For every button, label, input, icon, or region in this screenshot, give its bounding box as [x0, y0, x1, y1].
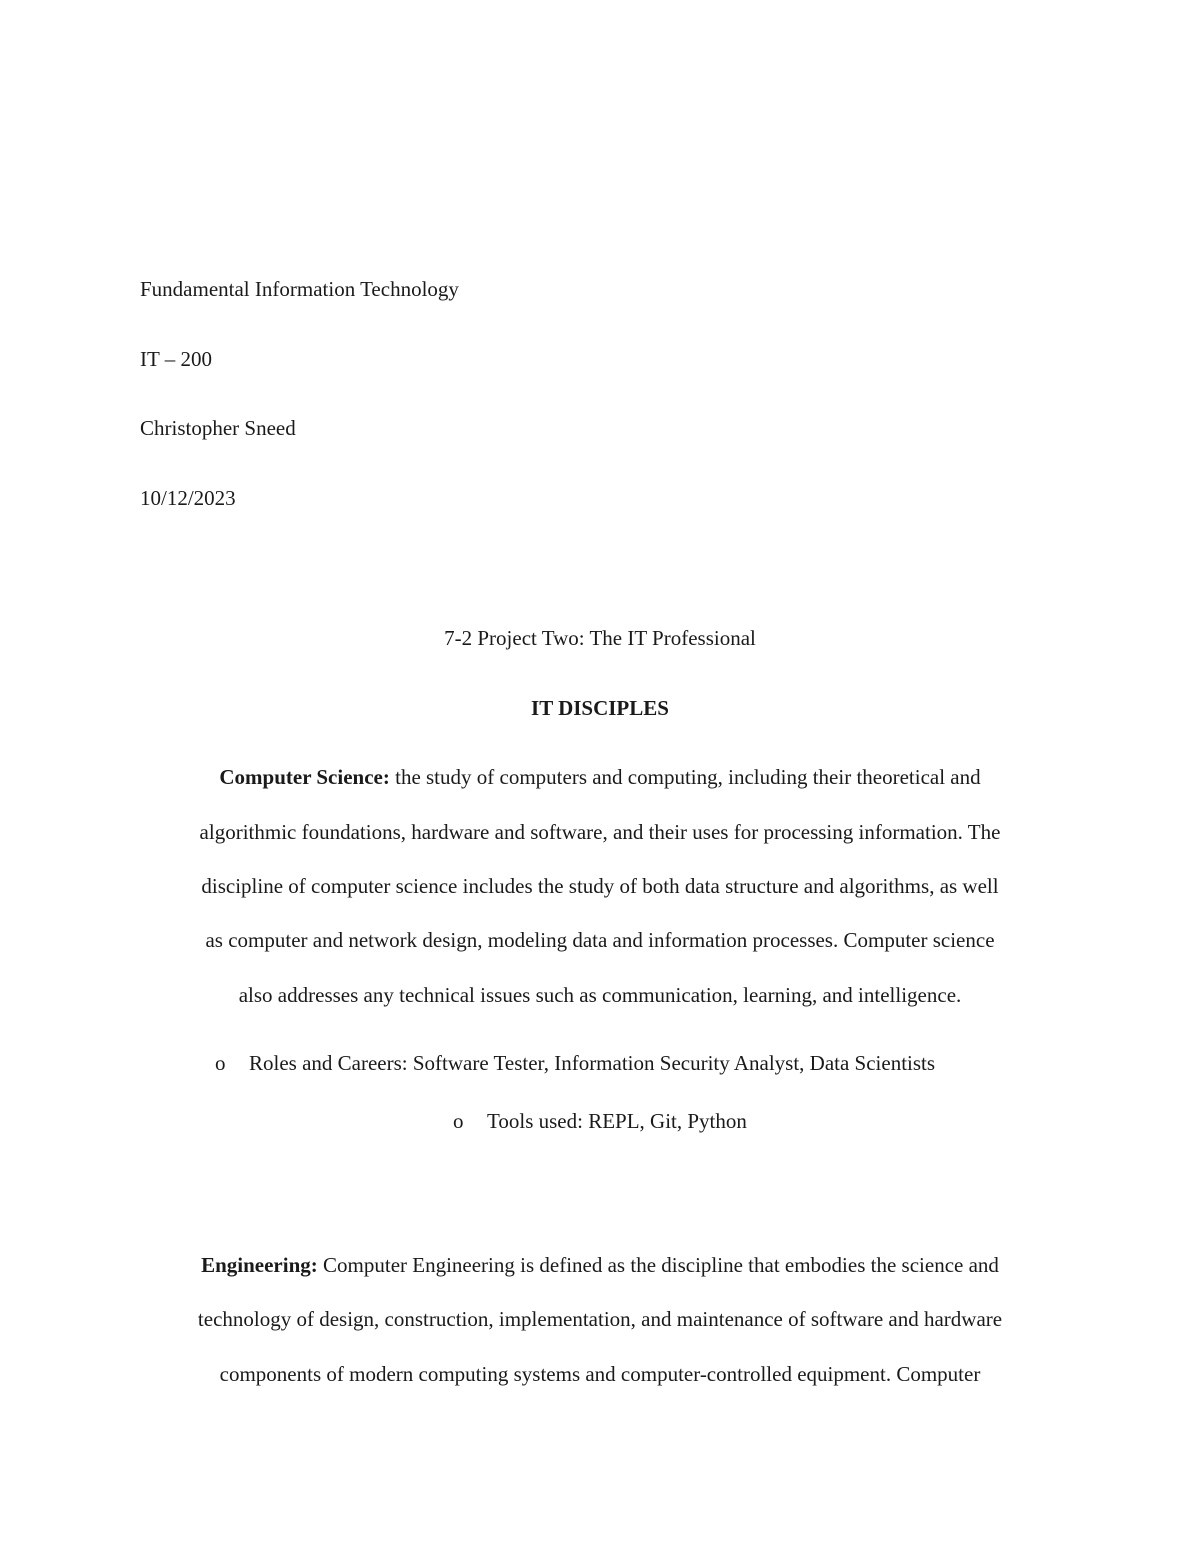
eng-paragraph-line: components of modern computing systems and computer-controlled equipment. Computer: [219, 1362, 981, 1386]
document-title: 7-2 Project Two: The IT Professional: [444, 626, 756, 650]
list-item: [453, 1109, 747, 1133]
section-heading: IT DISCIPLES: [531, 696, 669, 720]
cs-term: Computer Science:: [219, 765, 390, 789]
cs-text: the study of computers and computing, including their theoretical and: [389, 765, 981, 789]
cs-paragraph-line: also addresses any technical issues such as communication, learning, and intelligence.: [238, 983, 962, 1007]
cs-paragraph-line: as computer and network design, modeling data and information processes. Computer science: [205, 928, 995, 952]
eng-term: Engineering:: [201, 1253, 318, 1277]
cs-paragraph-line: algorithmic foundations, hardware and software, and their uses for processing information. The: [199, 820, 1001, 844]
course-name: Fundamental Information Technology: [140, 277, 459, 301]
author-name: Christopher Sneed: [140, 416, 296, 440]
bullet-circle-icon: o: [215, 1051, 226, 1075]
bullet-text: Roles and Careers: Software Tester, Information Security Analyst, Data Scientists: [249, 1051, 936, 1075]
eng-paragraph-line: technology of design, construction, implementation, and maintenance of software and hardware: [197, 1307, 1003, 1331]
bullet-text: Tools used: REPL, Git, Python: [487, 1109, 747, 1133]
list-item: [215, 1051, 935, 1075]
cs-paragraph-line: discipline of computer science includes the study of both data structure and algorithms, as well: [201, 874, 999, 898]
document-date: 10/12/2023: [140, 486, 236, 510]
cs-paragraph-line: [0, 765, 1200, 789]
course-code: IT – 200: [140, 347, 212, 371]
eng-text: Computer Engineering is defined as the discipline that embodies the science and: [317, 1253, 999, 1277]
eng-paragraph-line: [0, 1253, 1200, 1277]
bullet-circle-icon: o: [453, 1109, 464, 1133]
